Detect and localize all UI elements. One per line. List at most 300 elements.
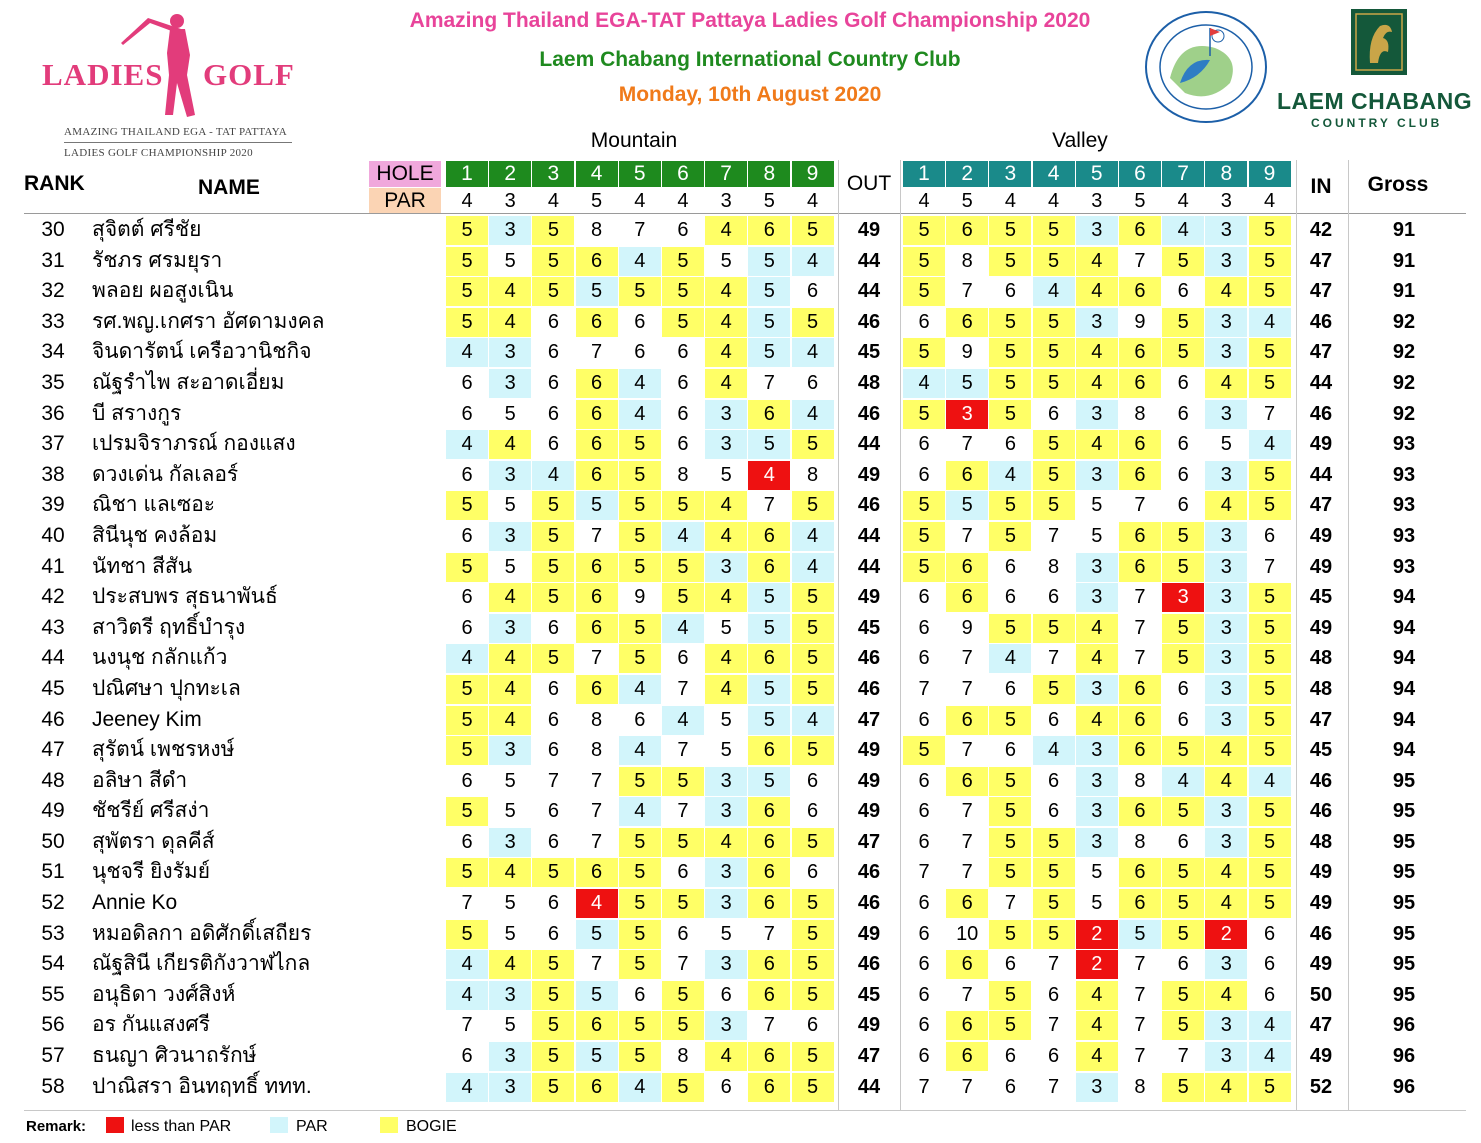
hole-score: 6	[576, 369, 618, 398]
out-total: 49	[857, 586, 881, 609]
hole-score: 5	[619, 430, 661, 459]
hole-score: 5	[532, 1042, 574, 1071]
laem-chabang-logo	[1275, 8, 1475, 133]
gross-total: 95	[1392, 922, 1416, 945]
hole-score: 6	[1119, 889, 1161, 918]
hole-score: 5	[748, 308, 790, 337]
hole-score: 6	[1119, 736, 1161, 765]
player-rank: 42	[41, 585, 65, 609]
player-rank: 46	[41, 707, 65, 731]
back-nine-scores	[903, 796, 1292, 826]
in-total: 42	[1309, 219, 1333, 241]
hole-score: 8	[591, 708, 603, 731]
gross-total: 92	[1392, 402, 1416, 425]
hole-score: 5	[1249, 491, 1291, 520]
hole-score: 6	[1119, 706, 1161, 735]
hole-score: 7	[1263, 555, 1276, 578]
gross-total: 96	[1392, 1045, 1416, 1068]
hole-score: 5	[720, 249, 732, 272]
hole-score: 6	[1119, 430, 1161, 459]
hole-score: 5	[1249, 338, 1291, 367]
front-nine-scores	[446, 337, 835, 367]
hole-score: 5	[748, 277, 790, 306]
back-nine-scores	[903, 766, 1292, 796]
hole-score: 6	[461, 524, 473, 547]
in-total: 47	[1309, 249, 1333, 272]
hole-score: 6	[946, 216, 988, 245]
player-rank: 57	[41, 1044, 65, 1068]
hole-score: 6	[1048, 1045, 1060, 1068]
back-nine-scores	[903, 276, 1292, 306]
hole-score: 4	[705, 216, 747, 245]
back-nine-scores	[903, 215, 1292, 245]
hole-score: 7	[961, 739, 973, 762]
hole-score: 6	[677, 433, 689, 456]
header-divider	[24, 213, 1466, 214]
hole-score: 6	[946, 583, 988, 612]
hole-score: 3	[1205, 614, 1247, 643]
gross-total: 95	[1392, 861, 1416, 884]
hole-score: 3	[1076, 461, 1118, 490]
hole-score: 3	[489, 736, 531, 765]
hole-score: 6	[1004, 677, 1016, 700]
hole-score: 7	[1134, 647, 1146, 670]
hole-score: 6	[748, 400, 790, 429]
hole-score: 5	[792, 1042, 834, 1071]
front-nine-scores	[446, 796, 835, 826]
back-hole-number-3: 3	[989, 161, 1031, 187]
hole-score: 5	[720, 463, 732, 486]
hole-score: 8	[1048, 555, 1060, 578]
out-total: 46	[857, 861, 881, 884]
gross-total: 93	[1392, 494, 1416, 517]
hole-score: 6	[946, 706, 988, 735]
hole-score: 7	[591, 953, 603, 976]
hole-score: 7	[1177, 1045, 1189, 1068]
in-total: 48	[1309, 830, 1333, 853]
hole-score: 5	[504, 249, 516, 272]
hole-score: 6	[748, 889, 790, 918]
hole-score: 3	[489, 828, 531, 857]
hole-score: 5	[576, 920, 618, 949]
hole-score: 6	[806, 1014, 819, 1037]
hole-score: 2	[1076, 920, 1118, 949]
hole-score: 7	[1134, 1045, 1146, 1068]
hole-score: 4	[705, 828, 747, 857]
hole-score: 6	[1119, 369, 1161, 398]
out-total: 44	[857, 524, 881, 547]
front-nine-scores	[446, 827, 835, 857]
hole-score: 5	[1249, 461, 1291, 490]
hole-score: 6	[918, 463, 930, 486]
hole-score: 3	[1205, 461, 1247, 490]
hole-score: 6	[918, 769, 930, 792]
hole-score: 3	[489, 461, 531, 490]
hole-score: 3	[1205, 216, 1247, 245]
hole-score: 4	[662, 706, 704, 735]
player-name: สุพัตรา ดุลคีส์	[92, 829, 215, 853]
logo-word-ladies: LADIES	[42, 57, 164, 92]
back-nine-scores	[903, 552, 1292, 582]
gross-total: 91	[1392, 280, 1416, 303]
hole-score: 4	[792, 553, 834, 582]
out-total: 44	[857, 280, 881, 303]
hole-score: 4	[489, 430, 531, 459]
hole-score: 4	[446, 1073, 488, 1102]
hole-score: 5	[662, 583, 704, 612]
hole-score: 6	[1177, 494, 1189, 517]
hole-score: 4	[705, 369, 747, 398]
back-hole-par-8: 3	[1220, 190, 1232, 212]
player-name: พลอย ผอสูงเนิน	[92, 279, 234, 303]
back-nine-scores	[903, 337, 1292, 367]
hole-score: 5	[1091, 494, 1103, 517]
back-nine-scores	[903, 949, 1292, 979]
hole-score: 3	[1076, 675, 1118, 704]
table-row	[24, 643, 1464, 674]
hole-score: 4	[489, 583, 531, 612]
out-total: 49	[857, 769, 881, 792]
hole-row-label: HOLE	[369, 161, 441, 187]
player-rank: 35	[41, 370, 65, 394]
player-name: จินดารัตน์ เครือวานิชกิจ	[92, 340, 312, 364]
bogie-legend: BOGIE	[406, 1118, 457, 1135]
player-rank: 56	[41, 1013, 65, 1037]
hole-score: 6	[946, 767, 988, 796]
hole-score: 4	[748, 461, 790, 490]
hole-score: 3	[1076, 400, 1118, 429]
hole-score: 6	[1263, 953, 1276, 976]
gross-total: 91	[1392, 219, 1416, 241]
hole-score: 6	[547, 800, 559, 823]
hole-score: 5	[1091, 892, 1103, 915]
hole-score: 4	[619, 797, 661, 826]
hole-score: 4	[705, 644, 747, 673]
hole-score: 6	[918, 586, 930, 609]
in-total: 49	[1309, 555, 1333, 578]
player-name: Jeeney Kim	[92, 707, 202, 731]
hole-score: 5	[1249, 889, 1291, 918]
back-nine-scores	[903, 857, 1292, 887]
hole-score: 7	[961, 1075, 973, 1098]
hole-score: 5	[1162, 338, 1204, 367]
front-nine-scores	[446, 1010, 835, 1040]
hole-score: 6	[1119, 461, 1161, 490]
in-total: 49	[1309, 861, 1333, 884]
hole-score: 6	[1004, 953, 1016, 976]
hole-score: 6	[748, 981, 790, 1010]
player-rank: 38	[41, 462, 65, 486]
hole-score: 5	[504, 402, 516, 425]
hole-score: 6	[677, 402, 689, 425]
hole-score: 5	[946, 491, 988, 520]
player-rank: 50	[41, 829, 65, 853]
hole-score: 6	[547, 341, 559, 364]
hole-score: 6	[1004, 586, 1016, 609]
hole-score: 7	[961, 983, 973, 1006]
back-nine-scores	[903, 582, 1292, 612]
ladies-golf-logo	[20, 5, 320, 160]
hole-score: 7	[1048, 953, 1060, 976]
hole-score: 6	[748, 1073, 790, 1102]
front-nine-scores	[446, 429, 835, 459]
hole-score: 5	[720, 739, 732, 762]
hole-score: 5	[619, 920, 661, 949]
hole-score: 5	[1033, 614, 1075, 643]
hole-score: 6	[576, 247, 618, 276]
gross-total: 93	[1392, 524, 1416, 547]
hole-score: 6	[806, 280, 819, 303]
back-hole-par-1: 4	[918, 190, 930, 212]
hole-score: 8	[961, 249, 973, 272]
hole-score: 8	[591, 739, 603, 762]
hole-score: 3	[705, 1011, 747, 1040]
front-nine-scores	[446, 735, 835, 765]
hole-score: 4	[792, 400, 834, 429]
hole-score: 5	[1033, 461, 1075, 490]
event-title: Amazing Thailand EGA-TAT Pattaya Ladies Golf Championship 2020	[409, 9, 1091, 32]
hole-score: 5	[989, 338, 1031, 367]
hole-score: 5	[532, 981, 574, 1010]
hole-score: 4	[619, 736, 661, 765]
hole-score: 3	[1205, 522, 1247, 551]
gross-total: 92	[1392, 310, 1416, 333]
table-row	[24, 735, 1464, 766]
out-total: 44	[857, 249, 881, 272]
table-row	[24, 490, 1464, 521]
gross-total: 94	[1392, 586, 1416, 609]
hole-score: 6	[918, 922, 930, 945]
player-rank: 51	[41, 860, 65, 884]
out-total: 49	[857, 800, 881, 823]
hole-score: 4	[489, 706, 531, 735]
hole-score: 4	[1205, 736, 1247, 765]
hole-score: 6	[748, 1042, 790, 1071]
hole-score: 5	[1249, 828, 1291, 857]
hole-score: 6	[806, 769, 819, 792]
front-hole-par-9: 4	[806, 190, 819, 212]
hole-score: 6	[918, 953, 930, 976]
hole-score: 5	[989, 828, 1031, 857]
hole-score: 5	[619, 461, 661, 490]
hole-score: 6	[1119, 858, 1161, 887]
hole-score: 6	[634, 310, 646, 333]
hole-score: 3	[1076, 828, 1118, 857]
gross-total: 91	[1392, 249, 1416, 272]
front-nine-scores	[446, 490, 835, 520]
table-row	[24, 429, 1464, 460]
back-nine-scores	[903, 307, 1292, 337]
hole-score: 3	[1205, 308, 1247, 337]
hole-score: 3	[1205, 247, 1247, 276]
in-total: 47	[1309, 280, 1333, 303]
hole-score: 4	[705, 1042, 747, 1071]
hole-score: 5	[792, 491, 834, 520]
hole-score: 6	[1119, 675, 1161, 704]
hole-score: 3	[1205, 797, 1247, 826]
hole-score: 4	[1205, 858, 1247, 887]
hole-score: 5	[1249, 858, 1291, 887]
table-row	[24, 276, 1464, 307]
hole-score: 5	[1162, 1011, 1204, 1040]
hole-score: 4	[489, 308, 531, 337]
hole-score: 5	[989, 308, 1031, 337]
player-name: Annie Ko	[92, 891, 178, 915]
hole-score: 6	[677, 341, 689, 364]
hole-score: 6	[806, 800, 819, 823]
back-hole-par-7: 4	[1177, 190, 1189, 212]
hole-score: 4	[705, 522, 747, 551]
hole-score: 4	[1076, 981, 1118, 1010]
front-nine-scores	[446, 368, 835, 398]
player-rank: 49	[41, 799, 65, 823]
player-rank: 32	[41, 279, 65, 303]
gross-total: 95	[1392, 769, 1416, 792]
hole-score: 6	[547, 677, 559, 700]
hole-score: 5	[792, 675, 834, 704]
hole-score: 5	[619, 522, 661, 551]
rank-column-header: RANK	[24, 172, 85, 195]
hole-score: 6	[1119, 216, 1161, 245]
player-name: รศ.พญ.เกศรา อัศดามงคล	[92, 309, 325, 333]
hole-score: 6	[1177, 280, 1189, 303]
hole-score: 6	[1048, 708, 1060, 731]
player-name: รัชภร ศรมยุรา	[92, 248, 223, 272]
player-name: หมอดิลกา อดิศักดิ์เสถียร	[92, 921, 312, 945]
hole-score: 4	[619, 400, 661, 429]
hole-score: 7	[1134, 616, 1146, 639]
hole-score: 5	[748, 614, 790, 643]
back-nine-scores	[903, 368, 1292, 398]
hole-score: 10	[956, 922, 979, 945]
hole-score: 7	[961, 861, 973, 884]
front-nine-scores	[446, 521, 835, 551]
in-total: 45	[1309, 586, 1333, 609]
hole-score: 5	[1033, 216, 1075, 245]
front-hole-number-7: 7	[705, 161, 747, 187]
hole-score: 7	[591, 830, 603, 853]
in-total: 49	[1309, 953, 1333, 976]
hole-score: 6	[946, 1011, 988, 1040]
table-row	[24, 674, 1464, 705]
out-total: 49	[857, 922, 881, 945]
hole-score: 5	[989, 797, 1031, 826]
hole-score: 5	[619, 614, 661, 643]
hole-score: 7	[1004, 892, 1016, 915]
hole-score: 3	[1205, 338, 1247, 367]
hole-score: 5	[1249, 247, 1291, 276]
hole-score: 7	[1134, 249, 1146, 272]
hole-score: 4	[1249, 308, 1291, 337]
hole-score: 6	[634, 341, 646, 364]
table-bottom-border	[24, 1110, 1466, 1111]
hole-score: 4	[446, 430, 488, 459]
player-rank: 48	[41, 768, 65, 792]
hole-score: 6	[918, 616, 930, 639]
gross-total: 93	[1392, 555, 1416, 578]
hole-score: 7	[1134, 586, 1146, 609]
hole-score: 5	[1162, 1073, 1204, 1102]
hole-score: 5	[1162, 614, 1204, 643]
player-name: ณิชา แลเซอะ	[92, 493, 216, 517]
hole-score: 4	[532, 461, 574, 490]
logo-subtitle-1: AMAZING THAILAND EGA - TAT PATTAYA	[64, 126, 288, 138]
in-total: 46	[1309, 402, 1333, 425]
hole-score: 4	[619, 675, 661, 704]
hole-score: 4	[1076, 369, 1118, 398]
hole-score: 6	[1048, 800, 1060, 823]
in-total: 49	[1309, 616, 1333, 639]
hole-score: 4	[489, 950, 531, 979]
hole-score: 4	[1249, 430, 1291, 459]
hole-score: 5	[504, 555, 516, 578]
hole-score: 4	[1076, 247, 1118, 276]
hole-score: 7	[677, 739, 689, 762]
hole-score: 5	[619, 858, 661, 887]
front-nine-scores	[446, 949, 835, 979]
hole-score: 6	[576, 1011, 618, 1040]
gross-total: 92	[1392, 371, 1416, 394]
hole-score: 3	[489, 614, 531, 643]
table-row	[24, 796, 1464, 827]
hole-score: 6	[918, 983, 930, 1006]
hole-score: 9	[961, 341, 973, 364]
hole-score: 5	[1162, 247, 1204, 276]
back-nine-pars	[903, 188, 1292, 214]
hole-score: 9	[961, 616, 973, 639]
back-nine-scores	[903, 460, 1292, 490]
hole-score: 5	[1162, 920, 1204, 949]
hole-score: 5	[504, 494, 516, 517]
hole-score: 5	[792, 644, 834, 673]
out-column-header: OUT	[846, 172, 892, 195]
hole-score: 6	[1263, 922, 1276, 945]
player-name: นงนุช กลักแก้ว	[92, 646, 228, 670]
hole-score: 4	[1076, 614, 1118, 643]
front-hole-number-4: 4	[576, 161, 618, 187]
hole-score: 6	[547, 892, 559, 915]
hole-score: 6	[946, 553, 988, 582]
front-nine-scores	[446, 919, 835, 949]
player-rank: 34	[41, 340, 65, 364]
in-column-header: IN	[1310, 175, 1332, 198]
hole-score: 3	[1076, 583, 1118, 612]
hole-score: 6	[946, 1042, 988, 1071]
hole-score: 3	[1076, 308, 1118, 337]
player-name: นุชจรี ยิงรัมย์	[92, 860, 211, 884]
hole-score: 5	[792, 583, 834, 612]
hole-score: 5	[1162, 889, 1204, 918]
hole-score: 5	[792, 1073, 834, 1102]
hole-score: 5	[1249, 216, 1291, 245]
in-total: 46	[1309, 922, 1333, 945]
hole-score: 4	[792, 247, 834, 276]
hole-score: 3	[1205, 675, 1247, 704]
hole-score: 6	[547, 708, 559, 731]
player-name: อลิษา สีดำ	[92, 768, 188, 792]
hole-score: 5	[446, 797, 488, 826]
front-nine-scores	[446, 399, 835, 429]
hole-score: 5	[748, 706, 790, 735]
hole-score: 8	[1134, 1075, 1146, 1098]
hole-score: 5	[532, 277, 574, 306]
in-total: 48	[1309, 647, 1333, 670]
hole-score: 5	[748, 583, 790, 612]
back-hole-par-4: 4	[1048, 190, 1060, 212]
in-total: 50	[1309, 983, 1333, 1006]
hole-score: 5	[1033, 247, 1075, 276]
player-name: นัทชา สีสัน	[92, 554, 193, 578]
